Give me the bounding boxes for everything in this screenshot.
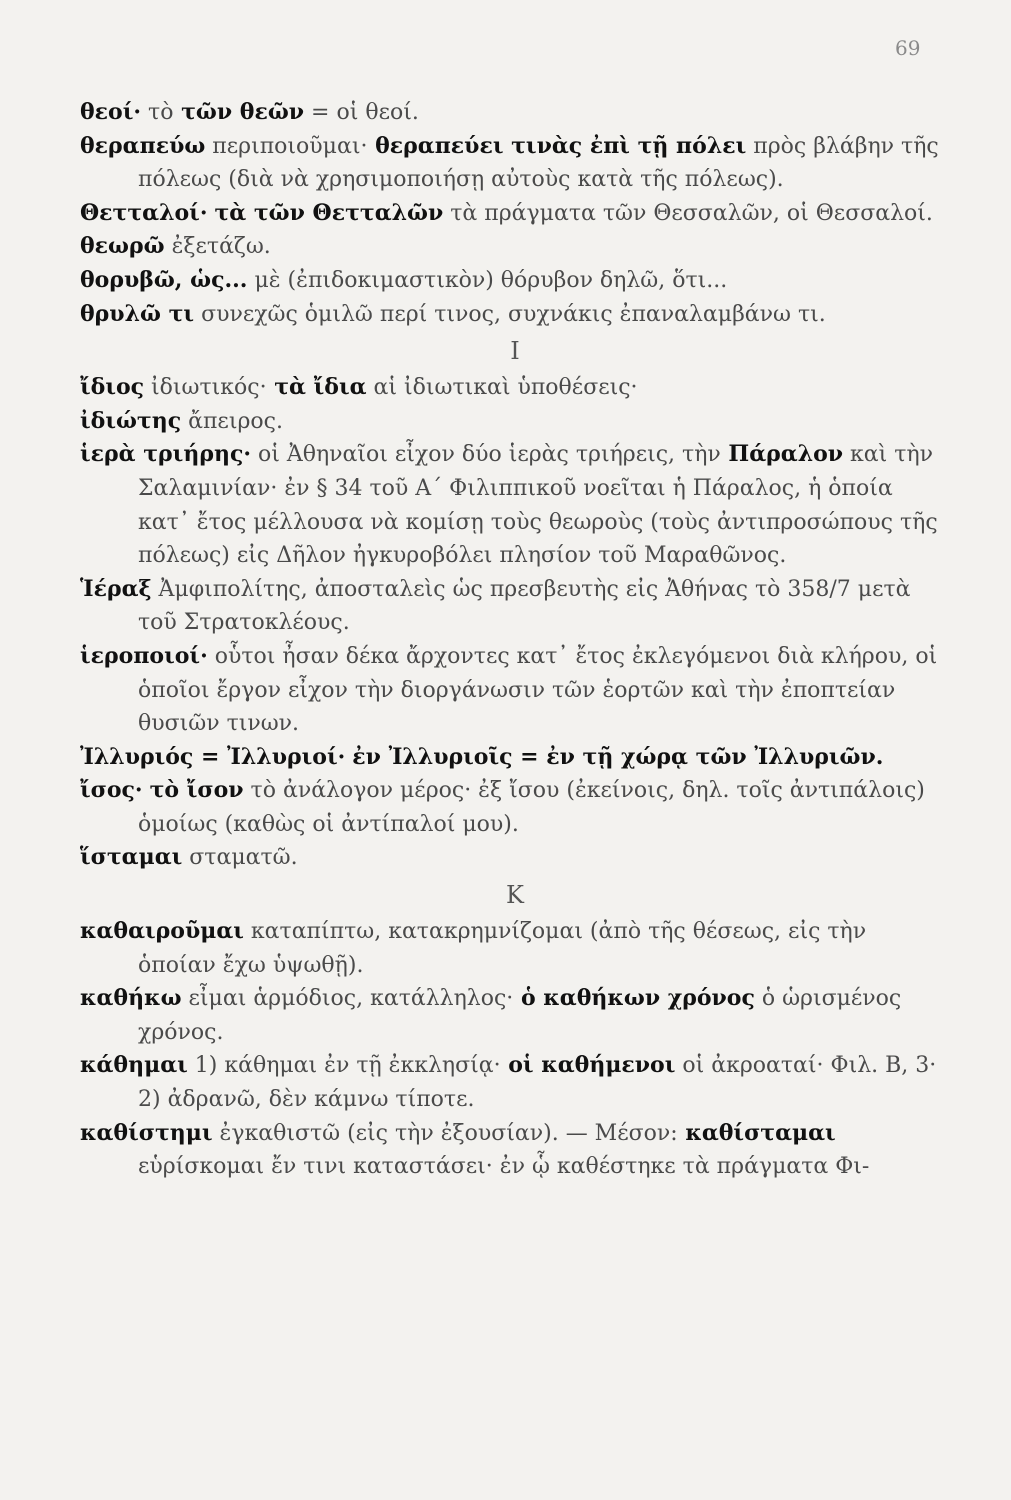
entry-phrase: τὰ ἴδια xyxy=(266,374,367,401)
glossary-entry xyxy=(80,264,950,298)
entries-theta xyxy=(80,96,950,331)
entry-gloss: συνεχῶς ὁμιλῶ περί τινος, συχνάκις ἐπαναλαμβάνω τι. xyxy=(201,301,826,327)
glossary-entry xyxy=(80,640,950,741)
glossary-entry xyxy=(80,371,950,405)
glossary-entry xyxy=(80,197,950,231)
entry-gloss: σταματῶ. xyxy=(189,845,298,871)
entry-gloss: εἶμαι ἁρμόδιος, κατάλληλος· xyxy=(188,986,514,1012)
glossary-entry xyxy=(80,741,950,775)
glossary-entry xyxy=(80,96,950,130)
glossary-entry xyxy=(80,230,950,264)
entry-gloss-tail: ὁ ὡρισμένος χρόνος. xyxy=(138,986,902,1045)
entry-lemma: καθαιροῦμαι xyxy=(80,918,244,945)
entry-lemma: θρυλῶ τι xyxy=(80,300,195,327)
entry-phrase: Πάραλον xyxy=(720,441,844,468)
entry-phrase: καθίσταμαι xyxy=(677,1119,836,1146)
entry-phrase: οἱ καθήμενοι xyxy=(500,1052,676,1079)
entry-gloss-tail: καὶ τὴν Σαλαμινίαν· ἐν § 34 τοῦ Α΄ Φιλιππικοῦ νοεῖται ἡ Πάραλος, ἡ ὁποία κατ᾽ ἔτος μέλλουσα νὰ κομίσῃ τοὺς θεωροὺς (τοὺς ἀντιπροσώπους τῆς πόλεως) εἰς Δῆλον ἠγκυροβόλει πλησίον τοῦ Μαραθῶνος. xyxy=(138,442,938,569)
entry-lemma: καθήκω xyxy=(80,985,182,1012)
entry-lemma: θεραπεύω xyxy=(80,132,206,159)
entry-gloss-tail: εὑρίσκομαι ἔν τινι καταστάσει· ἐν ᾧ καθέστηκε τὰ πράγματα Φι- xyxy=(138,1154,870,1180)
entry-gloss-tail: τὸ ἀνάλογον μέρος· ἐξ ἴσου (ἐκείνοις, δηλ. τοῖς ἀντιπάλοις) ὁμοίως (καθὼς οἱ ἀντίπαλοί μου). xyxy=(138,778,925,837)
glossary xyxy=(80,96,950,1184)
glossary-entry xyxy=(80,573,950,640)
glossary-entry xyxy=(80,298,950,332)
entry-gloss-tail: οἱ ἀκροαταί· Φιλ. Β, 3· 2) ἀδρανῶ, δὲν κάμνω τίποτε. xyxy=(138,1053,937,1113)
entry-lemma: ἴδιος xyxy=(80,374,145,401)
entry-phrase: τὰ τῶν Θετταλῶν xyxy=(214,199,444,226)
glossary-entry xyxy=(80,1117,950,1184)
entry-gloss: τὸ xyxy=(148,100,174,125)
glossary-entry xyxy=(80,982,950,1049)
entry-gloss: μὲ (ἐπιδοκιμαστικὸν) θόρυβον δηλῶ, ὅτι... xyxy=(254,267,728,293)
entry-gloss: οἱ Ἀθηναῖοι εἶχον δύο ἱερὰς τριήρεις, τὴν xyxy=(258,442,721,468)
entry-lemma: ἵσταμαι xyxy=(80,844,183,871)
entry-phrase: ἐν Ἰλλυριοῖς = ἐν τῇ χώρᾳ τῶν Ἰλλυριῶν. xyxy=(352,743,884,770)
glossary-entry xyxy=(80,841,950,875)
entry-gloss-tail: πρὸς βλάβην τῆς πόλεως (διὰ νὰ χρησιμοποιήσῃ αὐτοὺς κατὰ τῆς πόλεως). xyxy=(138,133,939,193)
glossary-entry xyxy=(80,774,950,841)
entry-gloss-tail: τὰ πράγματα τῶν Θεσσαλῶν, οἱ Θεσσαλοί. xyxy=(443,200,933,226)
entry-lemma: Ἱέραξ xyxy=(80,575,152,602)
entry-lemma: ἱεροποιοί· xyxy=(80,642,208,669)
entry-gloss: ἐγκαθιστῶ (εἰς τὴν ἐξουσίαν). — Μέσον: xyxy=(219,1120,678,1146)
entry-gloss-tail: αἱ ἰδιωτικαὶ ὑποθέσεις· xyxy=(366,375,638,401)
entry-lemma: ἴσος· xyxy=(80,777,143,804)
section-letter-iota: Ι xyxy=(510,337,520,366)
entry-gloss: καταπίπτω, κατακρημνίζομαι (ἀπὸ τῆς θέσεως, εἰς τὴν ὁποίαν ἔχω ὑψωθῇ). xyxy=(138,919,867,978)
glossary-entry xyxy=(80,438,950,572)
glossary-entry xyxy=(80,915,950,982)
entry-gloss: ἄπειρος. xyxy=(188,408,283,434)
entry-gloss: οὗτοι ἦσαν δέκα ἄρχοντες κατ᾽ ἔτος ἐκλεγόμενοι διὰ κλήρου, οἱ ὁποῖοι ἔργον εἶχον τὴν διοργάνωσιν τῶν ἑορτῶν καὶ τὴν ἐποπτείαν θυσιῶν τινων. xyxy=(138,643,938,737)
entries-iota xyxy=(80,371,950,875)
entry-lemma: θεωρῶ xyxy=(80,233,165,260)
entry-lemma: Θετταλοί· xyxy=(80,199,208,226)
page-number: 69 xyxy=(895,36,921,60)
entry-lemma: θεοί· xyxy=(80,99,142,125)
entry-gloss: ἐξετάζω. xyxy=(171,234,271,260)
entry-lemma: ἱερὰ τριήρης· xyxy=(80,441,251,468)
entry-lemma: ἰδιώτης xyxy=(80,407,182,434)
entry-phrase: ὁ καθήκων χρόνος xyxy=(513,985,755,1012)
entry-gloss: Ἀμφιπολίτης, ἀποσταλεὶς ὡς πρεσβευτὴς εἰς Ἀθήνας τὸ 358/7 μετὰ τοῦ Στρατοκλέους. xyxy=(138,576,911,636)
entry-gloss: περιποιοῦμαι· xyxy=(212,133,368,159)
entry-phrase: θεραπεύει τινὰς ἐπὶ τῇ πόλει xyxy=(367,132,747,159)
entry-lemma: θορυβῶ, ὡς... xyxy=(80,266,248,293)
section-letter-kappa: Κ xyxy=(506,881,524,910)
entries-kappa xyxy=(80,915,950,1184)
entry-lemma: κάθημαι xyxy=(80,1052,188,1079)
entry-gloss: 1) κάθημαι ἐν τῇ ἐκκλησίᾳ· xyxy=(194,1053,501,1079)
entry-phrase: τῶν θεῶν xyxy=(173,99,305,125)
entry-gloss-tail: = οἱ θεοί. xyxy=(304,100,419,125)
glossary-entry xyxy=(80,1049,950,1116)
entry-lemma: Ἰλλυριός = Ἰλλυριοί· xyxy=(80,743,346,770)
entry-gloss: ἰδιωτικός· xyxy=(151,375,267,401)
glossary-entry xyxy=(80,405,950,439)
glossary-entry xyxy=(80,130,950,197)
entry-phrase: τὸ ἴσον xyxy=(149,777,244,804)
entry-lemma: καθίστημι xyxy=(80,1119,213,1146)
